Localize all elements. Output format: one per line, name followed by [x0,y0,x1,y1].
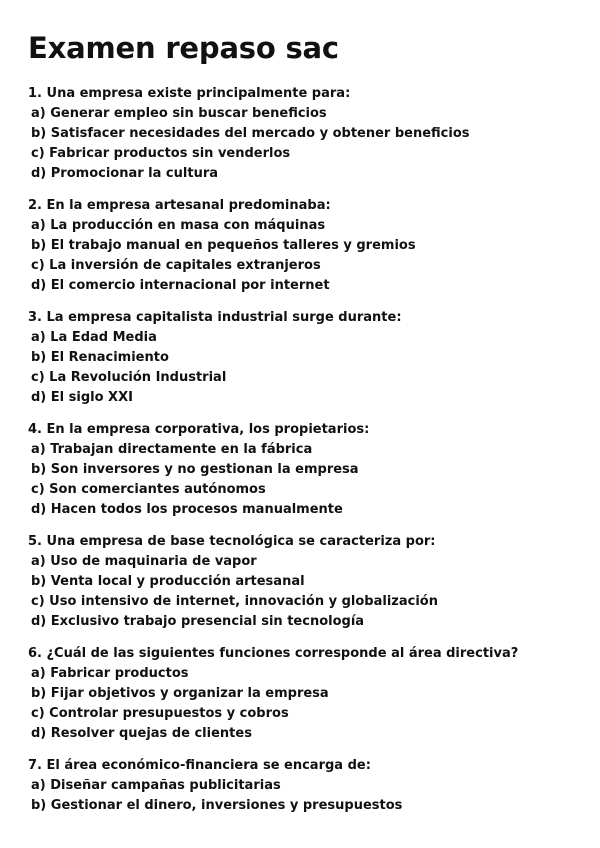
option-d: d) Exclusivo trabajo presencial sin tecnología [31,614,365,629]
option-a: a) Fabricar productos [31,666,189,681]
option-d: d) El comercio internacional por internet [31,278,330,293]
question-text: 3. La empresa capitalista industrial surge durante: [28,310,402,325]
option-a: a) Generar empleo sin buscar beneficios [31,106,327,121]
option-list [28,216,588,296]
exam-page [28,30,588,828]
option-d: d) Promocionar la cultura [31,166,219,181]
option-c: c) Controlar presupuestos y cobros [31,706,289,721]
question-3 [28,308,588,408]
option-c: c) Son comerciantes autónomos [31,482,266,497]
option-b: b) Venta local y producción artesanal [31,574,305,589]
question-1 [28,84,588,184]
option-list [28,104,588,184]
question-text: 4. En la empresa corporativa, los propietarios: [28,422,370,437]
option-list [28,552,588,632]
option-list [28,440,588,520]
question-text: 1. Una empresa existe principalmente para: [28,86,351,101]
option-b: b) Fijar objetivos y organizar la empresa [31,686,329,701]
option-b: b) El Renacimiento [31,350,169,365]
question-2 [28,196,588,296]
question-6 [28,644,588,744]
question-7 [28,756,588,816]
option-a: a) La producción en masa con máquinas [31,218,326,233]
option-list [28,328,588,408]
option-a: a) Uso de maquinaria de vapor [31,554,257,569]
option-a: a) La Edad Media [31,330,157,345]
option-d: d) El siglo XXI [31,390,133,405]
option-c: c) La Revolución Industrial [31,370,227,385]
option-c: c) La inversión de capitales extranjeros [31,258,321,273]
option-d: d) Resolver quejas de clientes [31,726,252,741]
option-b: b) Gestionar el dinero, inversiones y presupuestos [31,798,403,813]
question-5 [28,532,588,632]
option-list [28,776,588,816]
option-b: b) El trabajo manual en pequeños talleres y gremios [31,238,416,253]
page-title: Examen repaso sac [28,31,339,65]
question-text: 2. En la empresa artesanal predominaba: [28,198,331,213]
option-b: b) Son inversores y no gestionan la empresa [31,462,359,477]
option-a: a) Trabajan directamente en la fábrica [31,442,313,457]
question-text: 5. Una empresa de base tecnológica se caracteriza por: [28,534,436,549]
option-c: c) Fabricar productos sin venderlos [31,146,291,161]
option-d: d) Hacen todos los procesos manualmente [31,502,343,517]
option-c: c) Uso intensivo de internet, innovación y globalización [31,594,438,609]
question-text: 7. El área económico-financiera se encarga de: [28,758,371,773]
question-text: 6. ¿Cuál de las siguientes funciones corresponde al área directiva? [28,646,519,661]
option-a: a) Diseñar campañas publicitarias [31,778,281,793]
option-list [28,664,588,744]
option-b: b) Satisfacer necesidades del mercado y obtener beneficios [31,126,470,141]
question-4 [28,420,588,520]
